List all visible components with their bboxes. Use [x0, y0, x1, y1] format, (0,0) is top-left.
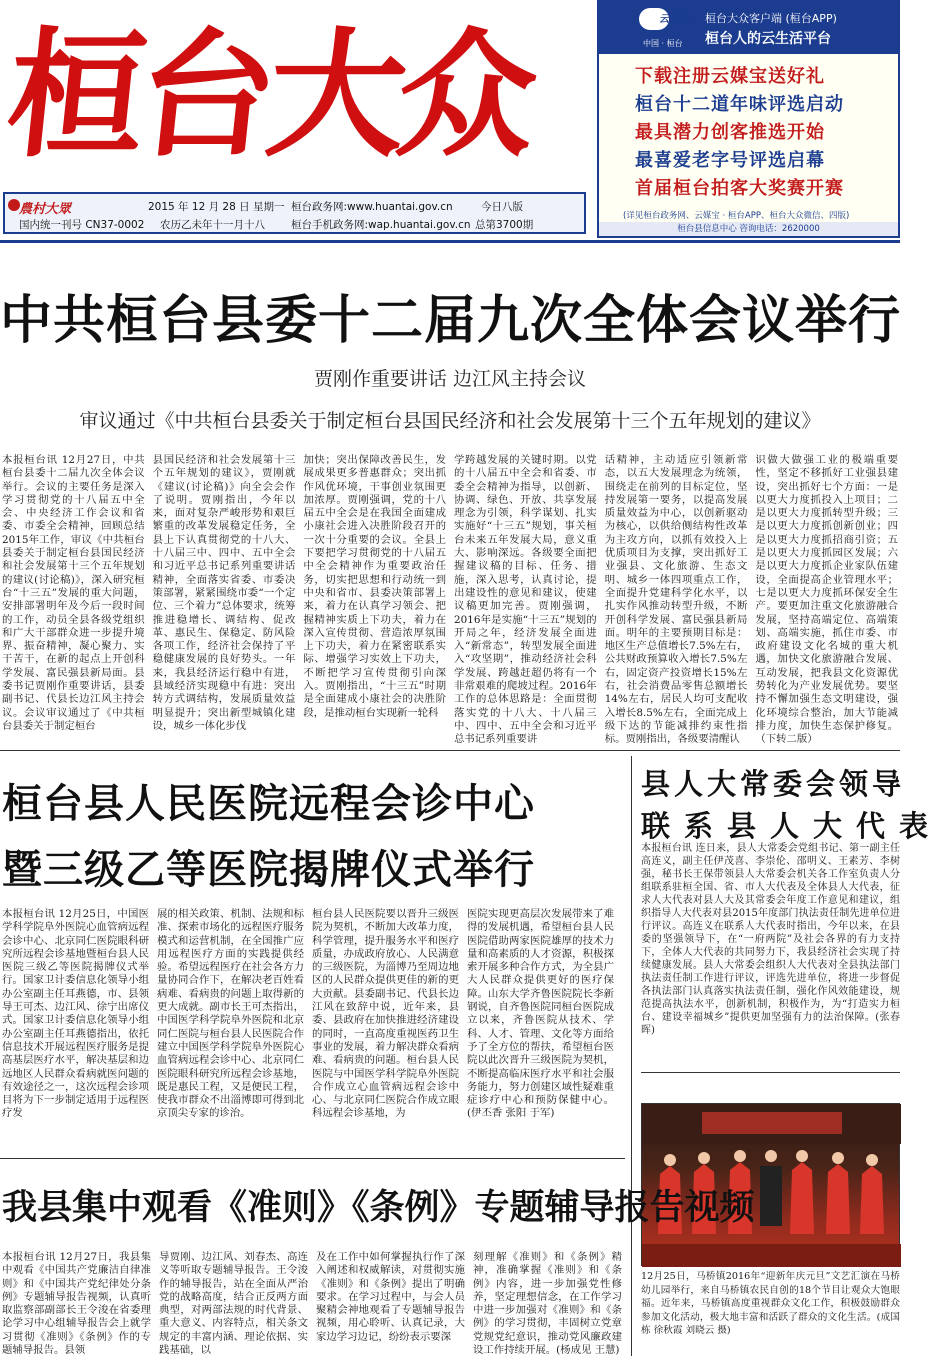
bottom-column: 及在工作中如何掌握执行作了深入阐述和权威解读，对贯彻实施《准则》和《条例》提出了明确要求。在学习过程中，与会人员聚精会神地观看了专题辅导报告视频，用心聆听、认真记录，大家边学习边记，纷纷表示要深	[316, 1251, 465, 1343]
advert-header	[599, 2, 898, 54]
masthead-info-bar	[3, 192, 586, 234]
bottom-body	[2, 1251, 622, 1359]
brand-sub: 中国 · 桓台	[643, 39, 683, 48]
hospital-body	[2, 908, 614, 1148]
lead-column: 县国民经济和社会发展第十三个五年规划的建议》，贾刚就《建议(讨论稿)》向全会会作了说明。贾刚指出，今年以来，面对复杂严峻形势和艰巨繁重的改革发展稳定任务，全县上下认真贯彻党的十八大、十八届三中、四中、五中全会和习近平总书记系列重要讲话精神，全面落实省委、市委决策部署，紧紧围绕市委“一个定位、三个着力”总体要求，统筹推进稳增长、调结构、促改革、惠民生、保稳定、防风险各项工作，经济社会保持了平稳健康发展的良好势头。一年来，我县经济运行稳中有进，县域经济实现稳中有进：突出转方式调结构，发展质量效益明显提升；突出新型城镇化建设，城乡一体化步伐	[152, 454, 296, 732]
bottom-column: 刻理解《准则》和《条例》精神，准确掌握《准则》和《条例》内容，进一步加强党性修养，坚定理想信念，在工作学习中进一步加强对《准则》和《条例》的学习贯彻，丰固树立党章党规党纪意识，推动党风廉政建设工作持续开展。(杨成见 王慧)	[473, 1251, 622, 1357]
masthead	[0, 0, 900, 238]
column-divider	[631, 756, 632, 1356]
edition-count: 今日八版	[481, 201, 523, 213]
issue-number: 总第3700期	[475, 219, 534, 231]
farm-paper-name: 農村大眾	[19, 202, 72, 217]
npc-headline-line1: 县人大常委会领导	[641, 767, 906, 801]
gov-site-link[interactable]: 桓台政务网:www.huantai.gov.cn	[291, 201, 453, 213]
promo-item[interactable]: 下载注册云媒宝送好礼	[635, 66, 825, 87]
lead-column: 识做大做强工业的极端重要性，坚定不移抓好工业强县建设，突出抓好七个方面：一是以更大力度抓投入上项目；二是以更大力度抓转型升级；三是以更大力度抓创新创业；四是以更大力度抓招商引资；五是以更大力度抓园区发展；六是以更大力度抓企业家队伍建设，全面提高企业管理水平；七是以更大力度抓环保安全生产。要更加注重文化旅游融合发展，坚持高端定位、高端策划、高端实施，抓住市委、市政府建设文化名城的重大机遇，加快文化旅游融合发展、互动发展，把我县文化资源优势转化为产业发展优势。要坚持不懈加强生态文明建设，强化环境综合整治，加大节能减排力度，加快生态保护修复。（下转二版）	[755, 454, 899, 746]
issn: 国内统一刊号 CN37-0002	[19, 219, 145, 231]
lead-body	[2, 454, 898, 744]
app-advert-box[interactable]	[597, 0, 900, 238]
photo-caption: 12月25日，马桥镇2016年“迎新年庆元旦”文艺汇演在马桥幼儿园举行，来自马桥镇农民自创的18个节目让观众大饱眼福。近年来，马桥镇高度重视群众文化工作，积极鼓励群众参加文化活动，极大地丰富和活跃了群众的文化生活。(成国栋 徐秋霞 刘晓云 摄)	[641, 1271, 900, 1336]
bottom-column: 本报桓台讯 12月27日，我县集中观看《中国共产党廉洁自律准则》和《中国共产党纪律处分条例》专题辅导报告视频，认真听取监察部副部长王令浚在省委理论学习中心组辅导报告会上就学习贯彻《准则》《条例》作的专题辅导报告。县领	[2, 1251, 151, 1357]
advert-footer: 桓台县信息中心 咨询电话：2620000	[599, 222, 898, 236]
bottom-column: 导贾刚、边江风、刘春杰、高连义等听取专题辅导报告。王令浚作的辅导报告，站在全面从严治党的战略高度，结合正反两方面典型，对两部法规的时代背景、重大意义、内容特点，相关条文规定的丰富内涵、理论依据、实践基础，以	[159, 1251, 308, 1357]
hospital-column: 展的相关政策、机制、法规和标准、探索市场化的远程医疗服务模式和运营机制，在全国推广应用远程医疗方面的实践提供经验。希望远程医疗在社会各方力量协同合作下，在解决老百姓看病难、看病贵的问题上取得新的更大成就。副市长王可杰指出，中国医学科学院阜外医院和北京同仁医院与桓台县人民医院合作建立中国医学科学院阜外医院心血管病远程会诊中心、北京同仁医院眼科研究所远程会诊基地，既是惠民工程，又是便民工程，使我市群众不出淄博即可得到北京顶尖专家的诊治。	[157, 908, 304, 1120]
lead-deck: 审议通过《中共桓台县委关于制定桓台县国民经济和社会发展第十三个五年规划的建议》	[79, 410, 821, 432]
newspaper-logo: 桓台大众	[0, 13, 537, 176]
section-divider	[641, 1072, 900, 1073]
promo-item[interactable]: 最具潜力创客推选开始	[635, 122, 825, 143]
promo-item[interactable]: 首届桓台拍客大奖赛开赛	[635, 178, 844, 199]
section-divider	[0, 750, 900, 751]
brand-name: 云媒宝	[659, 14, 689, 25]
hospital-headline-line2: 暨三级乙等医院揭牌仪式举行	[2, 847, 535, 893]
app-slogan: 桓台人的云生活平台	[705, 31, 831, 47]
promo-item[interactable]: 最喜爱老字号评选启幕	[635, 150, 825, 171]
npc-body	[641, 842, 900, 1068]
lead-column: 学跨越发展的关键时期。以党的十八届五中全会和省委、市委全会精神为指导，以创新、协调、绿色、开放、共享发展理念为引领，科学谋划、扎实实施好“十三五”规划，事关桓台未来五年发展大局，意义重大、影响深远。各级要全面把握建议稿的目标、任务、措施，深入思考，认真讨论，提出建设性的意见和建议，使建议稿更加完善。贾刚强调，2016年是实施“十三五”规划的开局之年，经济发展全面进入“新常态”，转型发展全面进入“攻坚期”，推动经济社会科学发展、跨越赶超仍将有一个非常艰难的爬坡过程。2016年工作的总体思路是：全面贯彻落实党的十八大、十八届三中、四中、五中全会和习近平总书记系列重要讲	[454, 454, 597, 746]
hospital-headline-line1: 桓台县人民医院远程会诊中心	[2, 781, 535, 827]
app-line: 桓台大众客户端 (桓台APP)	[705, 12, 837, 25]
hospital-column: 医院实现更高层次发展带来了难得的发展机遇，希望桓台县人民医院借助两家医院雄厚的技术力量和高素质的人才资源，积极探索开展多种合作方式，为全县广大人民群众提供更好的医疗保障。山东大学齐鲁医院院长李新钢说，自齐鲁医院同桓台医院成立以来，齐鲁医院从技术、学科、人才、管理、文化等方面给予了全方位的帮扶，希望桓台医院以此次晋升三级医院为契机，不断提高临床医疗水平和社会服务能力，努力创建区域性疑难重症诊疗中心和预防保健中心。(伊丕香 张阳 于军)	[467, 908, 614, 1120]
lunar-date: 农历乙未年十一月十八	[160, 219, 265, 231]
lead-headline: 中共桓台县委十二届九次全体会议举行	[0, 291, 902, 351]
masthead-rule	[0, 240, 900, 243]
hospital-column: 本报桓台讯 12月25日，中国医学科学院阜外医院心血管病远程会诊中心、北京同仁医院眼科研究所远程会诊基地暨桓台县人民医院三级乙等医院揭牌仪式举行。国家卫计委信息化领导小组办公室副主任耳燕德，市、县领导王可杰、边江风、徐宁出席仪式。国家卫计委信息化领导小组办公室副主任耳燕德指出，依托信息技术开展远程医疗服务是提高基层医疗水平，解决基层和边远地区人民群众看病就医问题的有效途径之一，这次远程会诊项目将为下一步制定适用于远程医疗发	[2, 908, 149, 1120]
issue-date: 2015 年 12 月 28 日 星期一	[148, 201, 285, 213]
hospital-column: 桓台县人民医院要以晋升三级医院为契机，不断加大改革力度，科学管理，提升服务水平和医疗质量，办成政府放心、人民满意的三级医院，为淄博乃至周边地区的人民群众提供更佳的新的更大贡献。县委副书记、代县长边江风在致辞中说，近年来，县委、县政府在加快推进经济建设的同时，一直高度重视医药卫生事业的发展，着力解决群众看病难、看病贵的问题。桓台县人民医院与中国医学科学院阜外医院合作成立心血管病远程会诊中心、与北京同仁医院合作成立眼科远程会诊基地，为	[312, 908, 459, 1120]
section-divider	[0, 1158, 625, 1159]
lead-column: 加快；突出保障改善民生，发展成果更多普惠群众；突出抓作风优环境，干事创业氛围更加浓厚。贾刚强调，党的十八届五中全会是在我国全面建成小康社会进入决胜阶段召开的一次十分重要的会议。全县上下要把学习贯彻党的十八届五中全会精神作为重要政治任务，切实把思想和行动统一到中央和省市、县委决策部署上来，着力在认真学习领会、把握精神实质上下功夫，着力在深入宣传贯彻、营造浓厚氛围上下功夫，着力在紧密联系实际、增强学习实效上下功夫，不断把学习宣传贯彻引向深入。贾刚指出，“十三五”时期是全面建成小康社会的决胜阶段，是推动桓台实现新一轮科	[303, 454, 447, 719]
advert-note: (详见桓台政务网、云媒宝 · 桓台APP、桓台大众微信、四版)	[623, 211, 850, 221]
npc-headline-line2: 联系县人大代表	[641, 809, 942, 843]
promo-item[interactable]: 桓台十二道年味评选启动	[635, 94, 844, 115]
npc-column: 本报桓台讯 连日来，县人大常委会党组书记、第一副主任高连义，副主任伊茂喜、李崇伦、邵明义、王素芳、李树强，秘书长王保带领县人大常委会机关各工作室负责人分组联系驻桓全国、省、市人大代表及全体县人大代表，征求人大代表对县人大及其常委会年度工作意见和建议，组织指导人大代表对县2015年度部门执法责任制先进单位进行评议。高连义在联系人大代表时指出，今年以来，在县委的坚强领导下，在“一府两院”及社会各界的有力支持下，全体人大代表的共同努力下，我县经济社会实现了持续健康发展。县人大常委会组织人大代表对全县执法部门执法责任制工作进行评议，评选先进单位，将进一步督促各执法部门认真落实执法责任制，强化作风效能建设，规范提高执法水平，创新机制，积极作为，为“打造实力桓台、建设幸福城乡”提供更加坚强有力的法治保障。(张春晖)	[641, 843, 900, 1036]
wap-site-link[interactable]: 桓台手机政务网:wap.huantai.gov.cn	[291, 219, 471, 231]
lead-subhead: 贾刚作重要讲话 边江风主持会议	[313, 368, 587, 390]
lead-column: 话精神，主动适应引领新常态，以五大发展理念为统领，围绕走在前列的目标定位，坚持发展第一要务，以提高发展质量效益为中心，以创新驱动为核心，以供给侧结构性改革为主攻方向，以抓有效投入上优质项目为支撑，突出抓好工业强县、文化旅游、生态文明、城乡一体四项重点工作，全面提升党建科学化水平，以扎实作风推动转型升级，不断开创科学发展、富民强县新局面。明年的主要预期目标是：地区生产总值增长7.5%左右，公共财政预算收入增长7.5%左右，固定资产投资增长15%左右，社会消费品零售总额增长14%左右，居民人均可支配收入增长8.5%左右，全面完成上级下达的节能减排约束性指标。贾刚指出，各级要清醒认	[604, 454, 748, 746]
bottom-headline: 我县集中观看《准则》《条例》专题辅导报告视频	[2, 1188, 755, 1228]
lead-column: 本报桓台讯 12月27日，中共桓台县委十二届九次全体会议举行。会议的主要任务是深入学习贯彻党的十八届五中全会、中央经济工作会议和省委、市委全会精神，回顾总结2015年工作，审议《中共桓台县委关于制定桓台县国民经济和社会发展第十三个五年规划的建议(讨论稿)》，深入研究桓台“十三五”发展的重大问题，安排部署明年及今后一段时间的工作，动员全县各级党组织和广大干部群众进一步提升境界、振奋精神，凝心聚力、实干苦干，在新的起点上开创科学发展、富民强县新局面。县委书记贾刚作重要讲话，县委副书记、代县长边江风主持会议。会议审议通过了《中共桓台县委关于制定桓台	[2, 454, 145, 732]
